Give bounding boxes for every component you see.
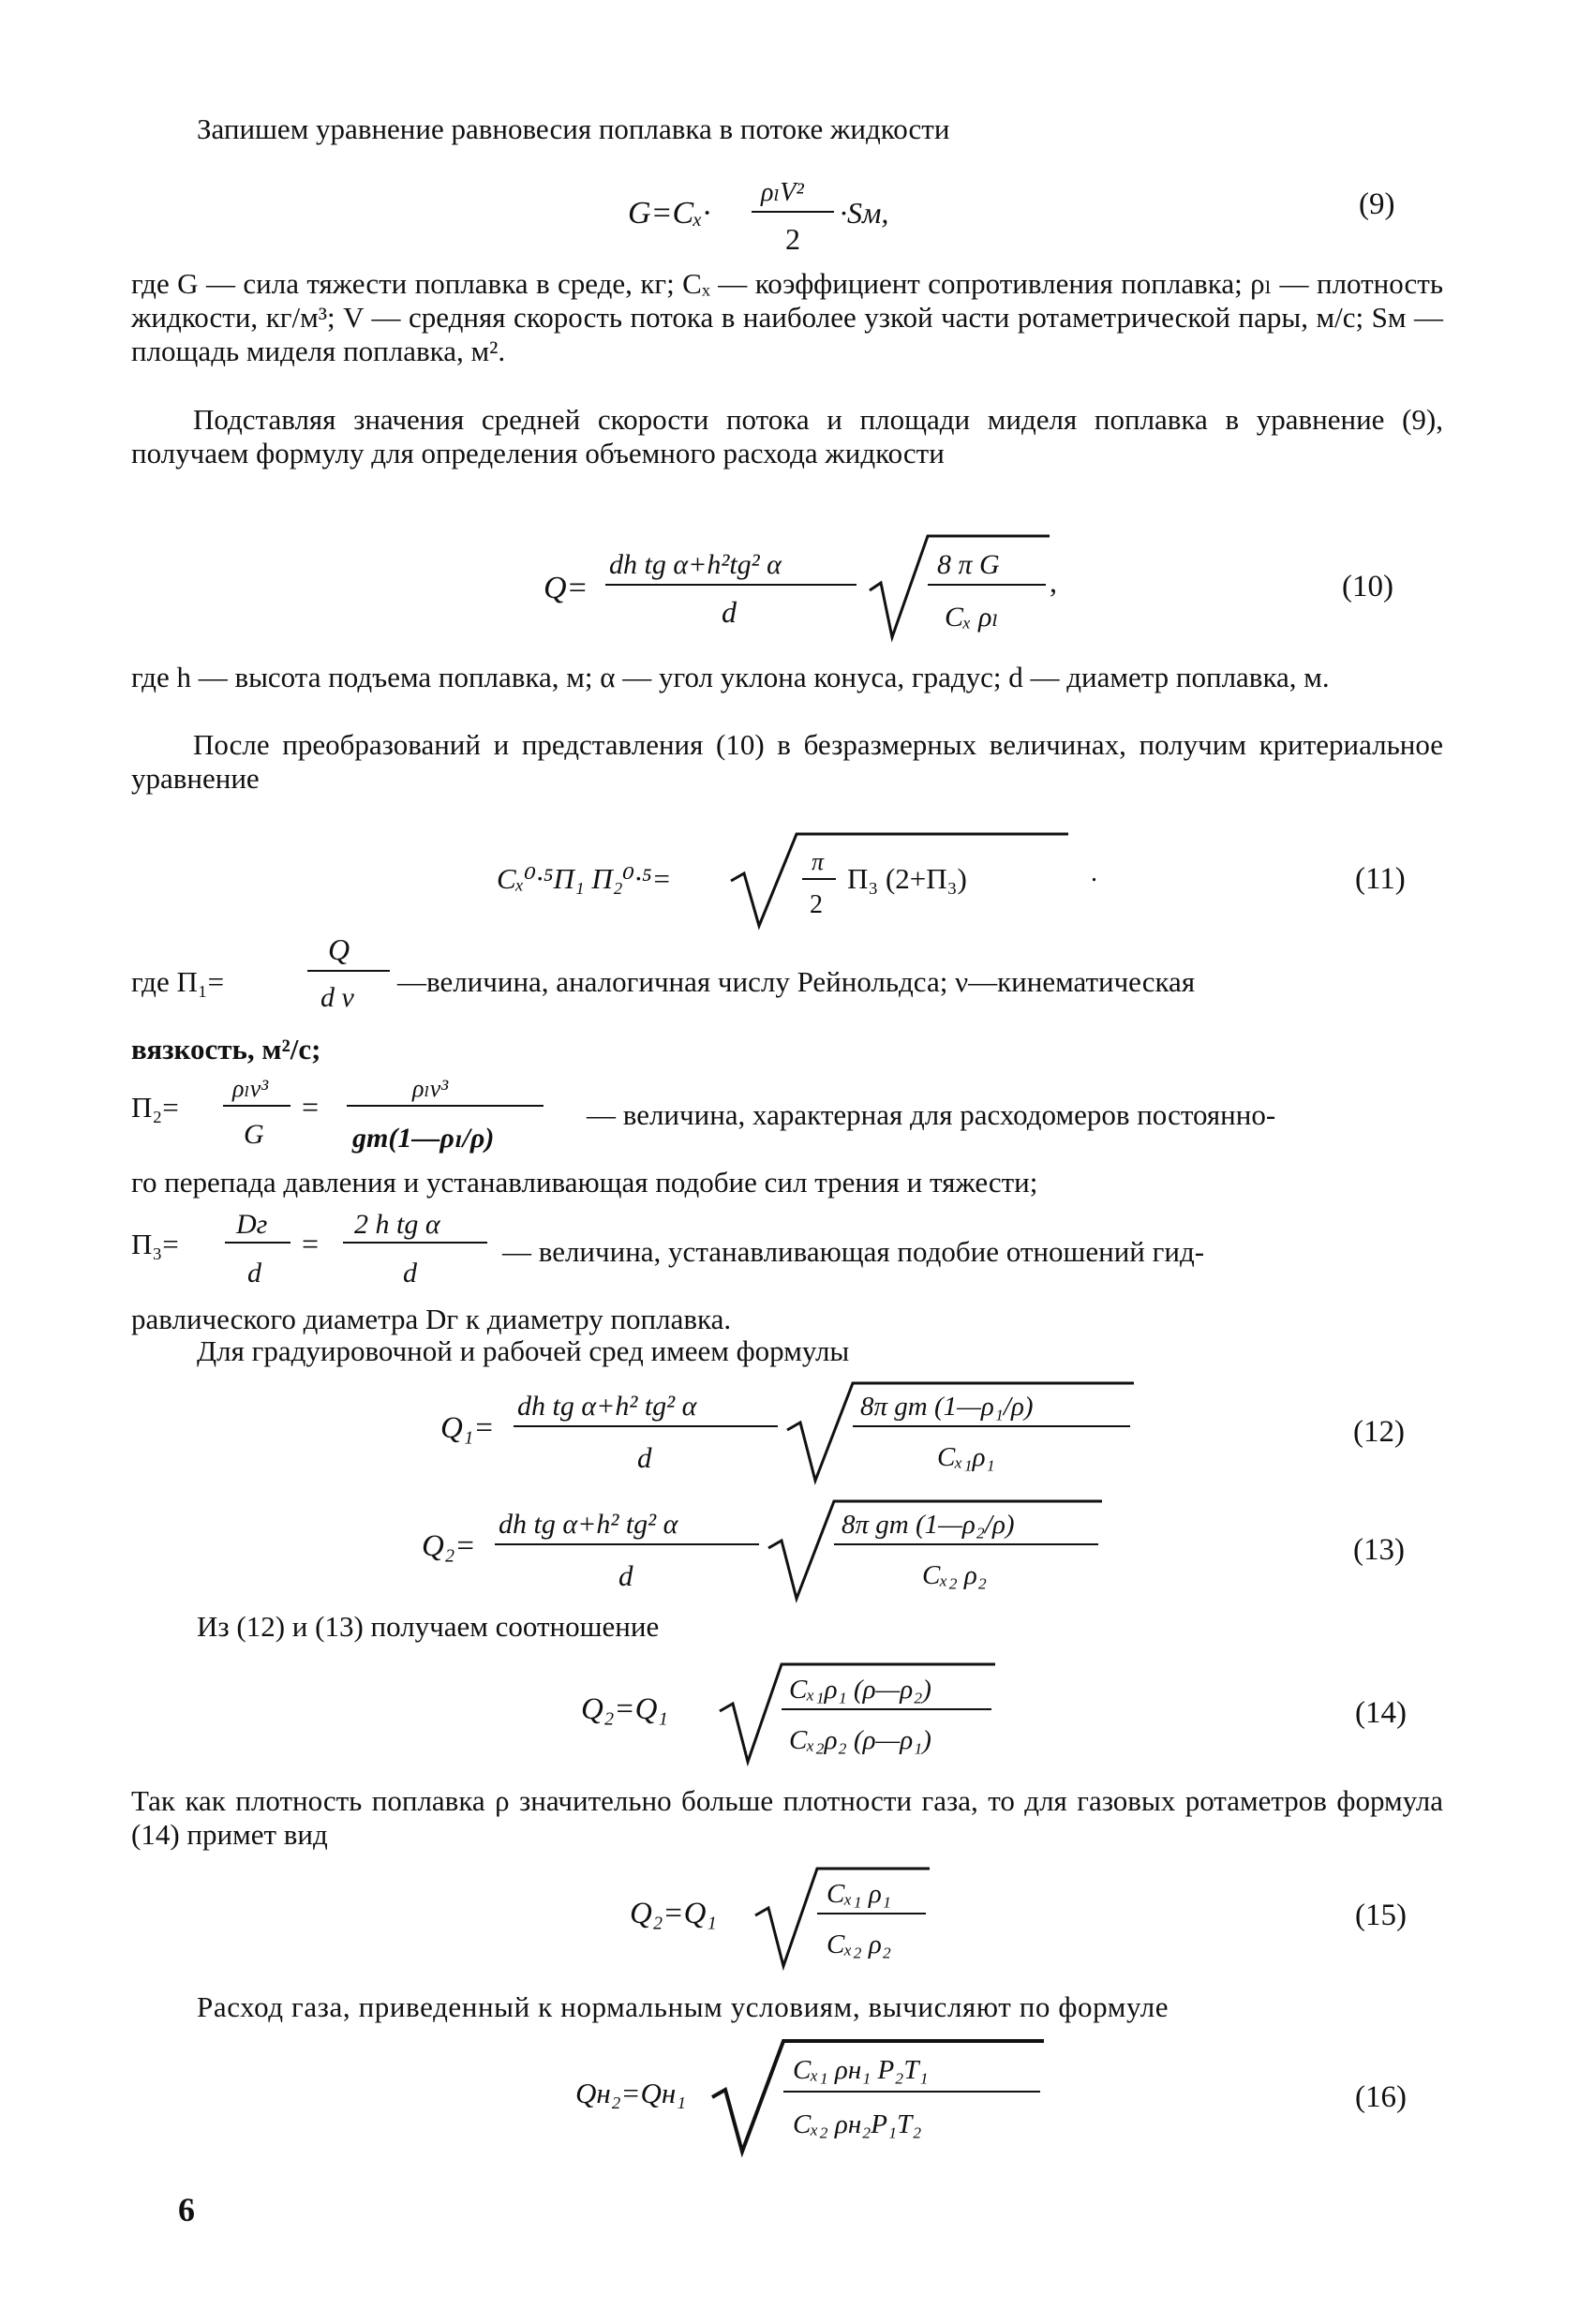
pi2-description: — величина, характерная для расходомеров постоянно- [587, 1098, 1276, 1131]
eq13-lhs: Q₂= [422, 1529, 476, 1563]
pi1-fraction [300, 928, 403, 1021]
eq16-lhs: Qн₂=Qн₁ [575, 2077, 687, 2109]
pi3-num2: 2 h tg α [354, 1209, 440, 1240]
eq16-rnum: Cₓ₁ ρн₁ P₂T₁ [793, 2055, 929, 2085]
eq11-rhs: П₃ (2+П₃) [847, 862, 967, 895]
eq10-number: (10) [1342, 570, 1393, 603]
eq13-number: (13) [1353, 1533, 1405, 1567]
pi3-eq: = [302, 1227, 320, 1260]
pi2-continuation: го перепада давления и устанавливающая подобие сил трения и тяжести; [131, 1166, 1038, 1199]
eq12-rnum: 8π gm (1—ρ₁/ρ) [860, 1392, 1034, 1422]
pi2-num2: ρₗν³ [412, 1075, 449, 1102]
eq15-rden: Cₓ₂ ρ₂ [827, 1929, 891, 1959]
eq12-number: (12) [1353, 1415, 1405, 1449]
pi1-prefix: где П₁= [131, 965, 225, 998]
eq14-rden: Cₓ₂ρ₂ (ρ—ρ₁) [789, 1725, 931, 1755]
eq12-rden: Cₓ₁ρ₁ [937, 1442, 995, 1472]
pi3-description: — величина, устанавливающая подобие отношений гид- [502, 1235, 1205, 1268]
eq14-rnum: Cₓ₁ρ₁ (ρ—ρ₂) [789, 1675, 931, 1705]
eq10-rnum: 8 π G [937, 549, 1000, 580]
equation-10 [525, 525, 1125, 647]
eq9-den: 2 [785, 222, 800, 256]
equation-9 [562, 157, 1087, 270]
transformation-paragraph: После преобразований и представления (10) в безразмерных величинах, получим критериальное уравнение [131, 728, 1443, 795]
eq15-number: (15) [1355, 1899, 1407, 1932]
eq9-num: ρₗV² [761, 178, 804, 207]
equation-14 [581, 1651, 1068, 1773]
equation-12 [440, 1370, 1153, 1492]
pi3-num1: Dг [236, 1209, 268, 1240]
pi2-lhs: П₂= [131, 1091, 179, 1124]
page-number: 6 [178, 2191, 195, 2228]
eq14-lhs: Q₂=Q₁ [581, 1692, 668, 1726]
pi3-den1: d [247, 1258, 261, 1289]
pi1-num: Q [328, 932, 350, 966]
eq13-rden: Cₓ₂ ρ₂ [922, 1560, 987, 1590]
pi1-continuation: вязкость, м²/с; [131, 1033, 321, 1065]
pi2-definition [131, 1068, 581, 1162]
pi2-den1: G [244, 1119, 264, 1150]
formulas-intro: Для градуировочной и рабочей сред имеем формулы [197, 1334, 850, 1367]
eq10-rden: Cₓ ρₗ [945, 602, 999, 633]
pi3-definition [131, 1203, 525, 1297]
eq9-lhs: G=Cₓ· [628, 196, 711, 231]
eq13-rnum: 8π gm (1—ρ₂/ρ) [842, 1510, 1015, 1540]
eq16-rden: Cₓ₂ ρн₂P₁T₂ [793, 2109, 922, 2139]
definitions-paragraph-1: где G — сила тяжести поплавка в среде, кг; Cₓ — коэффициент сопротивления поплавка; ρₗ — плотность жидкости, кг/м³; V — средняя скорость потока в наиболее узкой части ротаметрической пары, м/с; Sм — площадь миделя поплавка, м². [131, 267, 1443, 367]
eq9-rhs: ·Sм, [840, 196, 889, 230]
eq15-rnum: Cₓ₁ ρ₁ [827, 1879, 891, 1909]
eq13-den: d [618, 1559, 633, 1592]
eq10-num: dh tg α+h²tg² α [609, 549, 782, 580]
equation-16 [575, 2028, 1100, 2159]
eq16-number: (16) [1355, 2080, 1407, 2114]
eq10-tail: , [1050, 565, 1057, 599]
eq11-rden: 2 [810, 890, 823, 919]
pi3-continuation: равлического диаметра Dг к диаметру поплавка. [131, 1303, 732, 1335]
eq13-num: dh tg α+h² tg² α [499, 1509, 678, 1540]
pi1-description: —величина, аналогичная числу Рейнольдса; ν—кинематическая [397, 965, 1196, 998]
eq9-number: (9) [1359, 187, 1395, 221]
pi3-den2: d [403, 1258, 417, 1289]
eq14-number: (14) [1355, 1696, 1407, 1730]
eq12-num: dh tg α+h² tg² α [517, 1391, 697, 1422]
definitions-paragraph-2: где h — высота подъема поплавка, м; α — угол уклона конуса, градус; d — диаметр поплавка, м. [131, 661, 1330, 693]
eq10-den: d [722, 595, 737, 629]
eq15-lhs: Q₂=Q₁ [630, 1897, 717, 1930]
eq11-rnum: π [812, 848, 825, 875]
pi3-lhs: П₃= [131, 1228, 179, 1260]
pi2-num1: ρₗν³ [232, 1075, 269, 1102]
eq11-lhs: Cₓ⁰·⁵П₁ П₂⁰·⁵= [497, 862, 672, 895]
gas-rotameter-paragraph: Так как плотность поплавка ρ значительно больше плотности газа, то для газовых ротаметров формула (14) примет вид [131, 1784, 1443, 1851]
pi1-den: d ν [320, 982, 354, 1013]
intro-sentence: Запишем уравнение равновесия поплавка в потоке жидкости [197, 112, 950, 145]
eq11-tail: . [1091, 858, 1097, 887]
eq12-den: d [637, 1441, 652, 1474]
normal-conditions-intro: Расход газа, приведенный к нормальным условиям, вычисляют по формуле [197, 1990, 1169, 2023]
substitution-paragraph: Подставляя значения средней скорости потока и площади миделя поплавка в уравнение (9), получаем формулу для определения объемного расхода жидкости [131, 403, 1443, 469]
equation-15 [630, 1855, 967, 1977]
pi2-eq: = [302, 1090, 320, 1124]
pi2-den2: gm(1—ρₗ/ρ) [352, 1123, 495, 1154]
equation-11 [487, 823, 1162, 935]
eq10-lhs: Q= [544, 571, 588, 605]
equation-13 [422, 1488, 1134, 1610]
eq11-number: (11) [1355, 862, 1406, 896]
ratio-intro: Из (12) и (13) получаем соотношение [197, 1610, 660, 1643]
eq12-lhs: Q₁= [440, 1411, 495, 1445]
